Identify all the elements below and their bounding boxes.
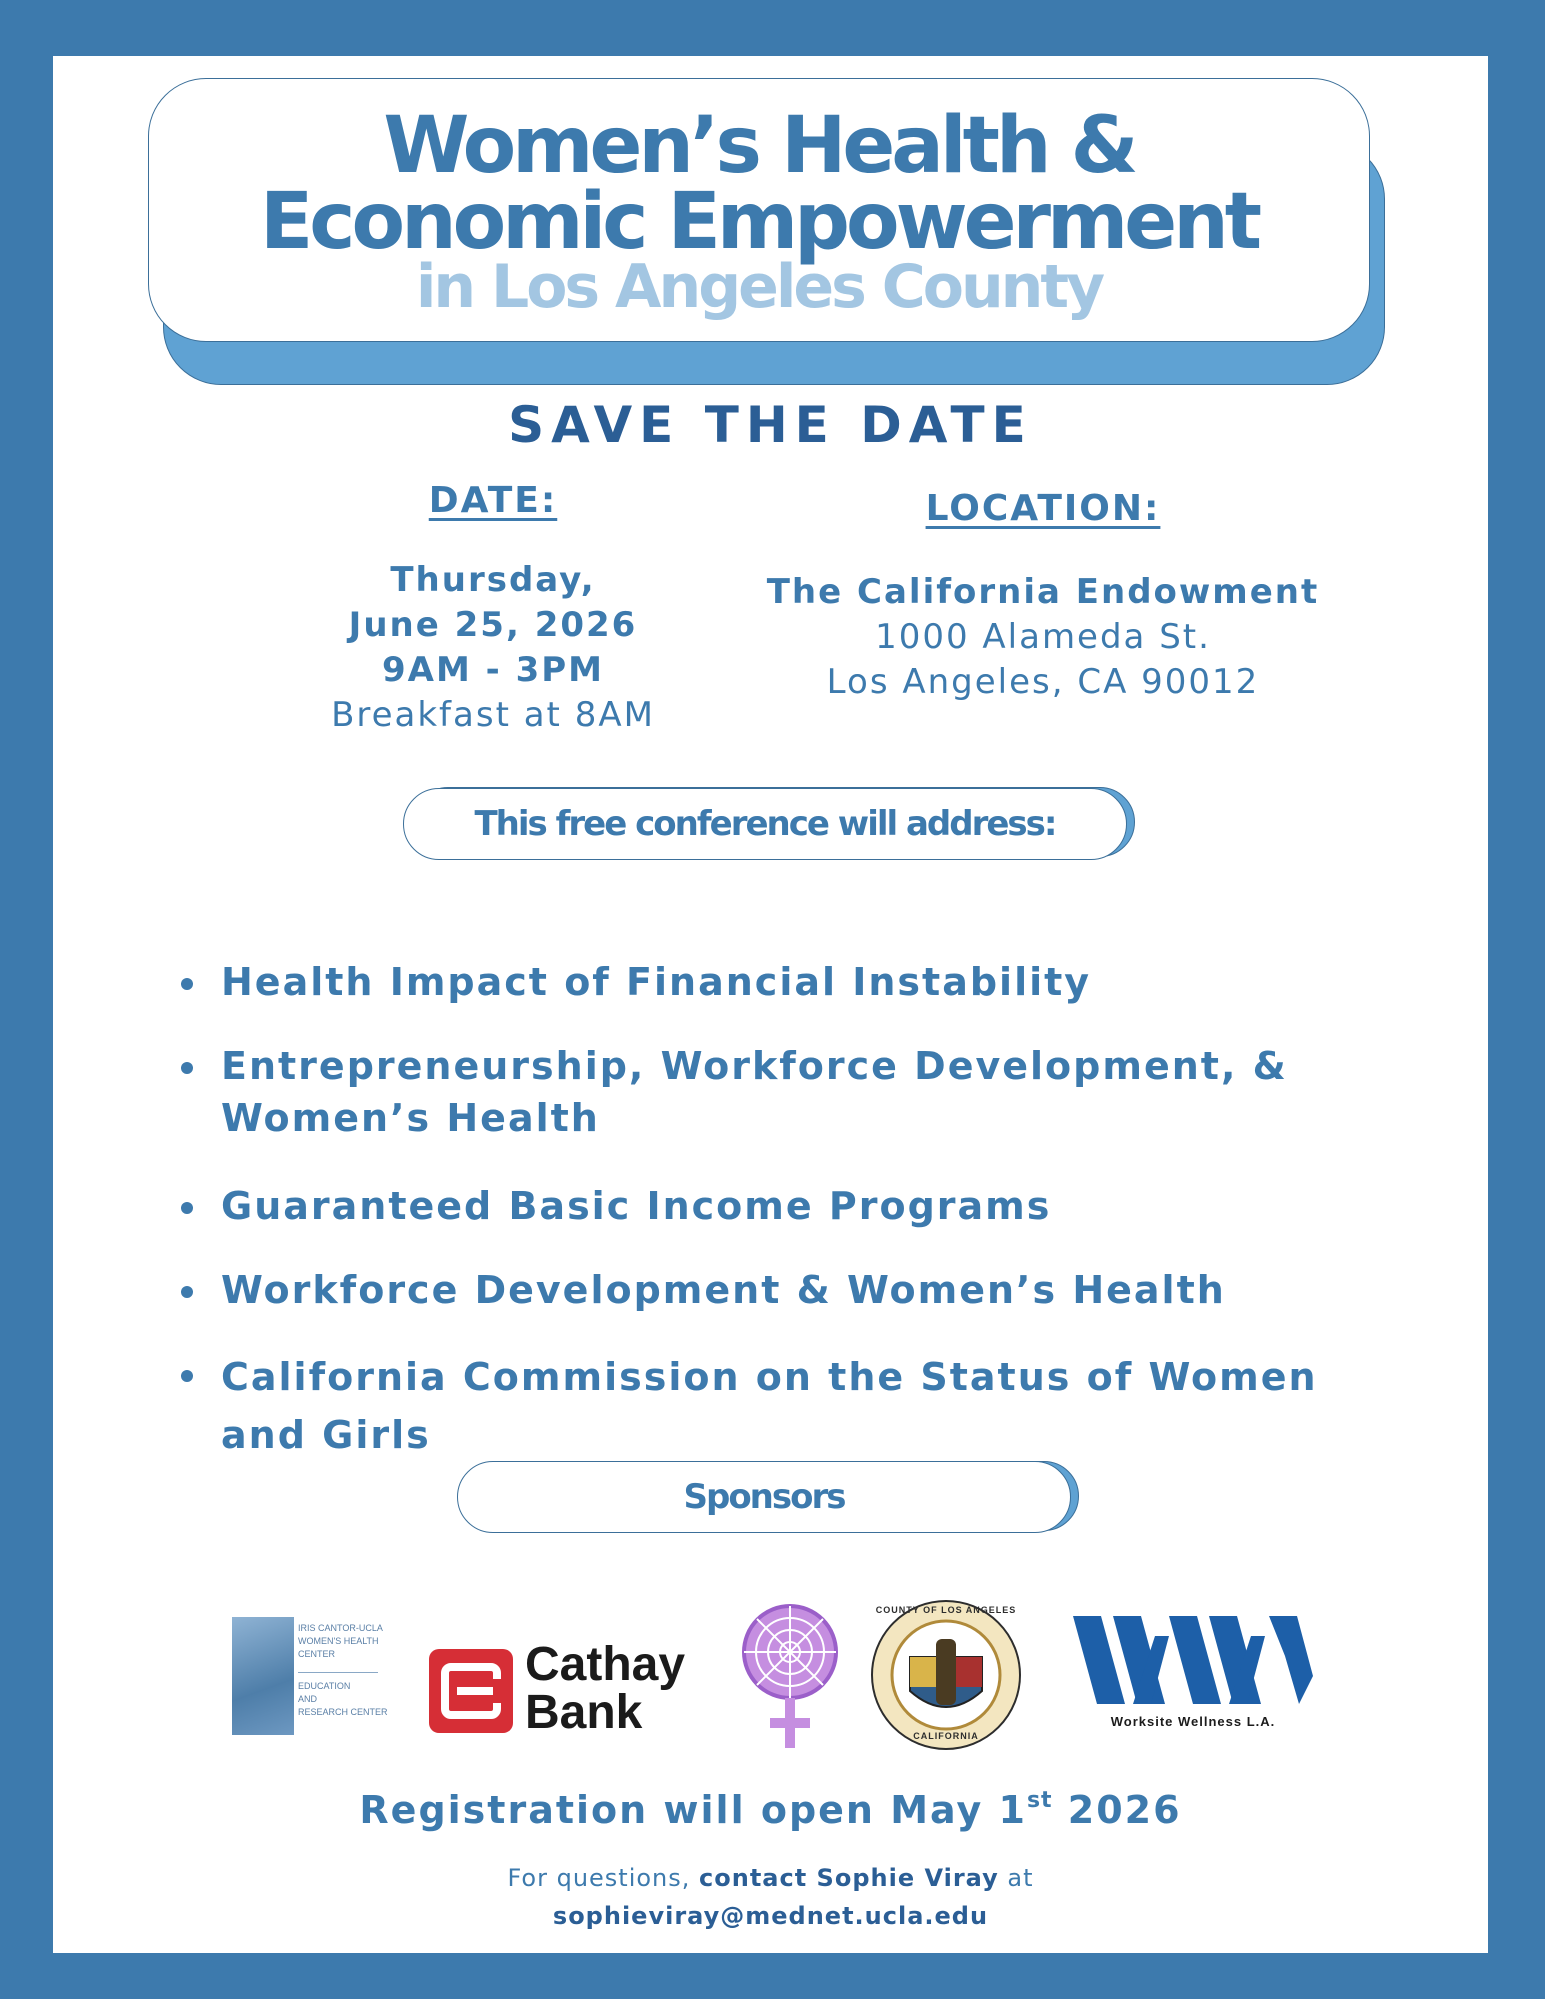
title-line-3: in Los Angeles County	[415, 252, 1103, 322]
ucla-logo-line: RESEARCH CENTER	[298, 1707, 388, 1717]
location-heading: LOCATION:	[925, 488, 1161, 529]
ucla-logo-line: CENTER	[298, 1649, 336, 1659]
location-city: Los Angeles, CA 90012	[826, 662, 1260, 702]
cathay-bank-wordmark	[525, 1638, 686, 1739]
cathay-bank-line: Cathay	[525, 1638, 686, 1691]
ucla-logo-image	[232, 1617, 294, 1735]
registration-text: Registration will open May 1	[359, 1788, 1027, 1832]
registration-sup: st	[1026, 1788, 1053, 1813]
contact-prefix: For questions,	[507, 1864, 700, 1892]
worksite-wellness-logo	[1073, 1616, 1313, 1736]
topic-item: Entrepreneurship, Workforce Development, & Women’s Health	[173, 1040, 1353, 1144]
title-line-2: Economic Empowerment	[259, 177, 1259, 267]
worksite-wellness-mark-icon	[1073, 1616, 1313, 1706]
title-box	[148, 78, 1370, 342]
seal-bottom-text: CALIFORNIA	[913, 1731, 979, 1741]
contact-name: contact Sophie Viray	[699, 1864, 999, 1892]
county-seal-icon	[870, 1599, 1022, 1751]
los-angeles-county-seal	[870, 1599, 1022, 1751]
seal-top-text: COUNTY OF LOS ANGELES	[875, 1605, 1017, 1615]
date-date: June 25, 2026	[348, 605, 638, 645]
date-time: 9AM - 3PM	[382, 650, 604, 690]
cathay-bank-logo	[429, 1627, 709, 1747]
ucla-logo-rule	[298, 1672, 378, 1673]
ucla-logo-line: IRIS CANTOR-UCLA	[298, 1623, 383, 1633]
location-street: 1000 Alameda St.	[875, 617, 1211, 657]
cathay-bank-mark-icon	[429, 1649, 513, 1733]
registration-note	[53, 1788, 1488, 1832]
ucla-logo-line: EDUCATION	[298, 1681, 351, 1691]
topic-item: Guaranteed Basic Income Programs	[173, 1180, 1353, 1232]
ucla-logo-line: AND	[298, 1694, 318, 1704]
topic-item: California Commission on the Status of Women and Girls	[173, 1348, 1353, 1464]
contact-email-link[interactable]: sophieviray@mednet.ucla.edu	[552, 1902, 989, 1930]
cathay-bank-line: Bank	[525, 1686, 643, 1739]
contact-line	[53, 1864, 1488, 1892]
venus-symbol-icon	[736, 1602, 844, 1752]
date-day: Thursday,	[390, 560, 596, 600]
conference-pill: This free conference will address:	[403, 788, 1127, 860]
venus-mandala-logo	[736, 1602, 844, 1752]
contact-suffix: at	[998, 1864, 1034, 1892]
ucla-womens-health-logo	[232, 1617, 392, 1737]
sponsors-pill: Sponsors	[457, 1461, 1071, 1533]
topic-item: Health Impact of Financial Instability	[173, 956, 1353, 1008]
save-the-date: SAVE THE DATE	[508, 396, 1033, 454]
date-heading: DATE:	[428, 480, 558, 521]
location-venue: The California Endowment	[766, 572, 1320, 612]
ucla-logo-line: WOMEN'S HEALTH	[298, 1636, 379, 1646]
date-breakfast: Breakfast at 8AM	[331, 695, 655, 735]
flyer-page	[53, 56, 1488, 1953]
worksite-wellness-text: Worksite Wellness L.A.	[1110, 1714, 1276, 1729]
title-line-1: Women’s Health &	[383, 101, 1135, 191]
registration-year: 2026	[1052, 1788, 1182, 1832]
topic-item: Workforce Development & Women’s Health	[173, 1264, 1353, 1316]
